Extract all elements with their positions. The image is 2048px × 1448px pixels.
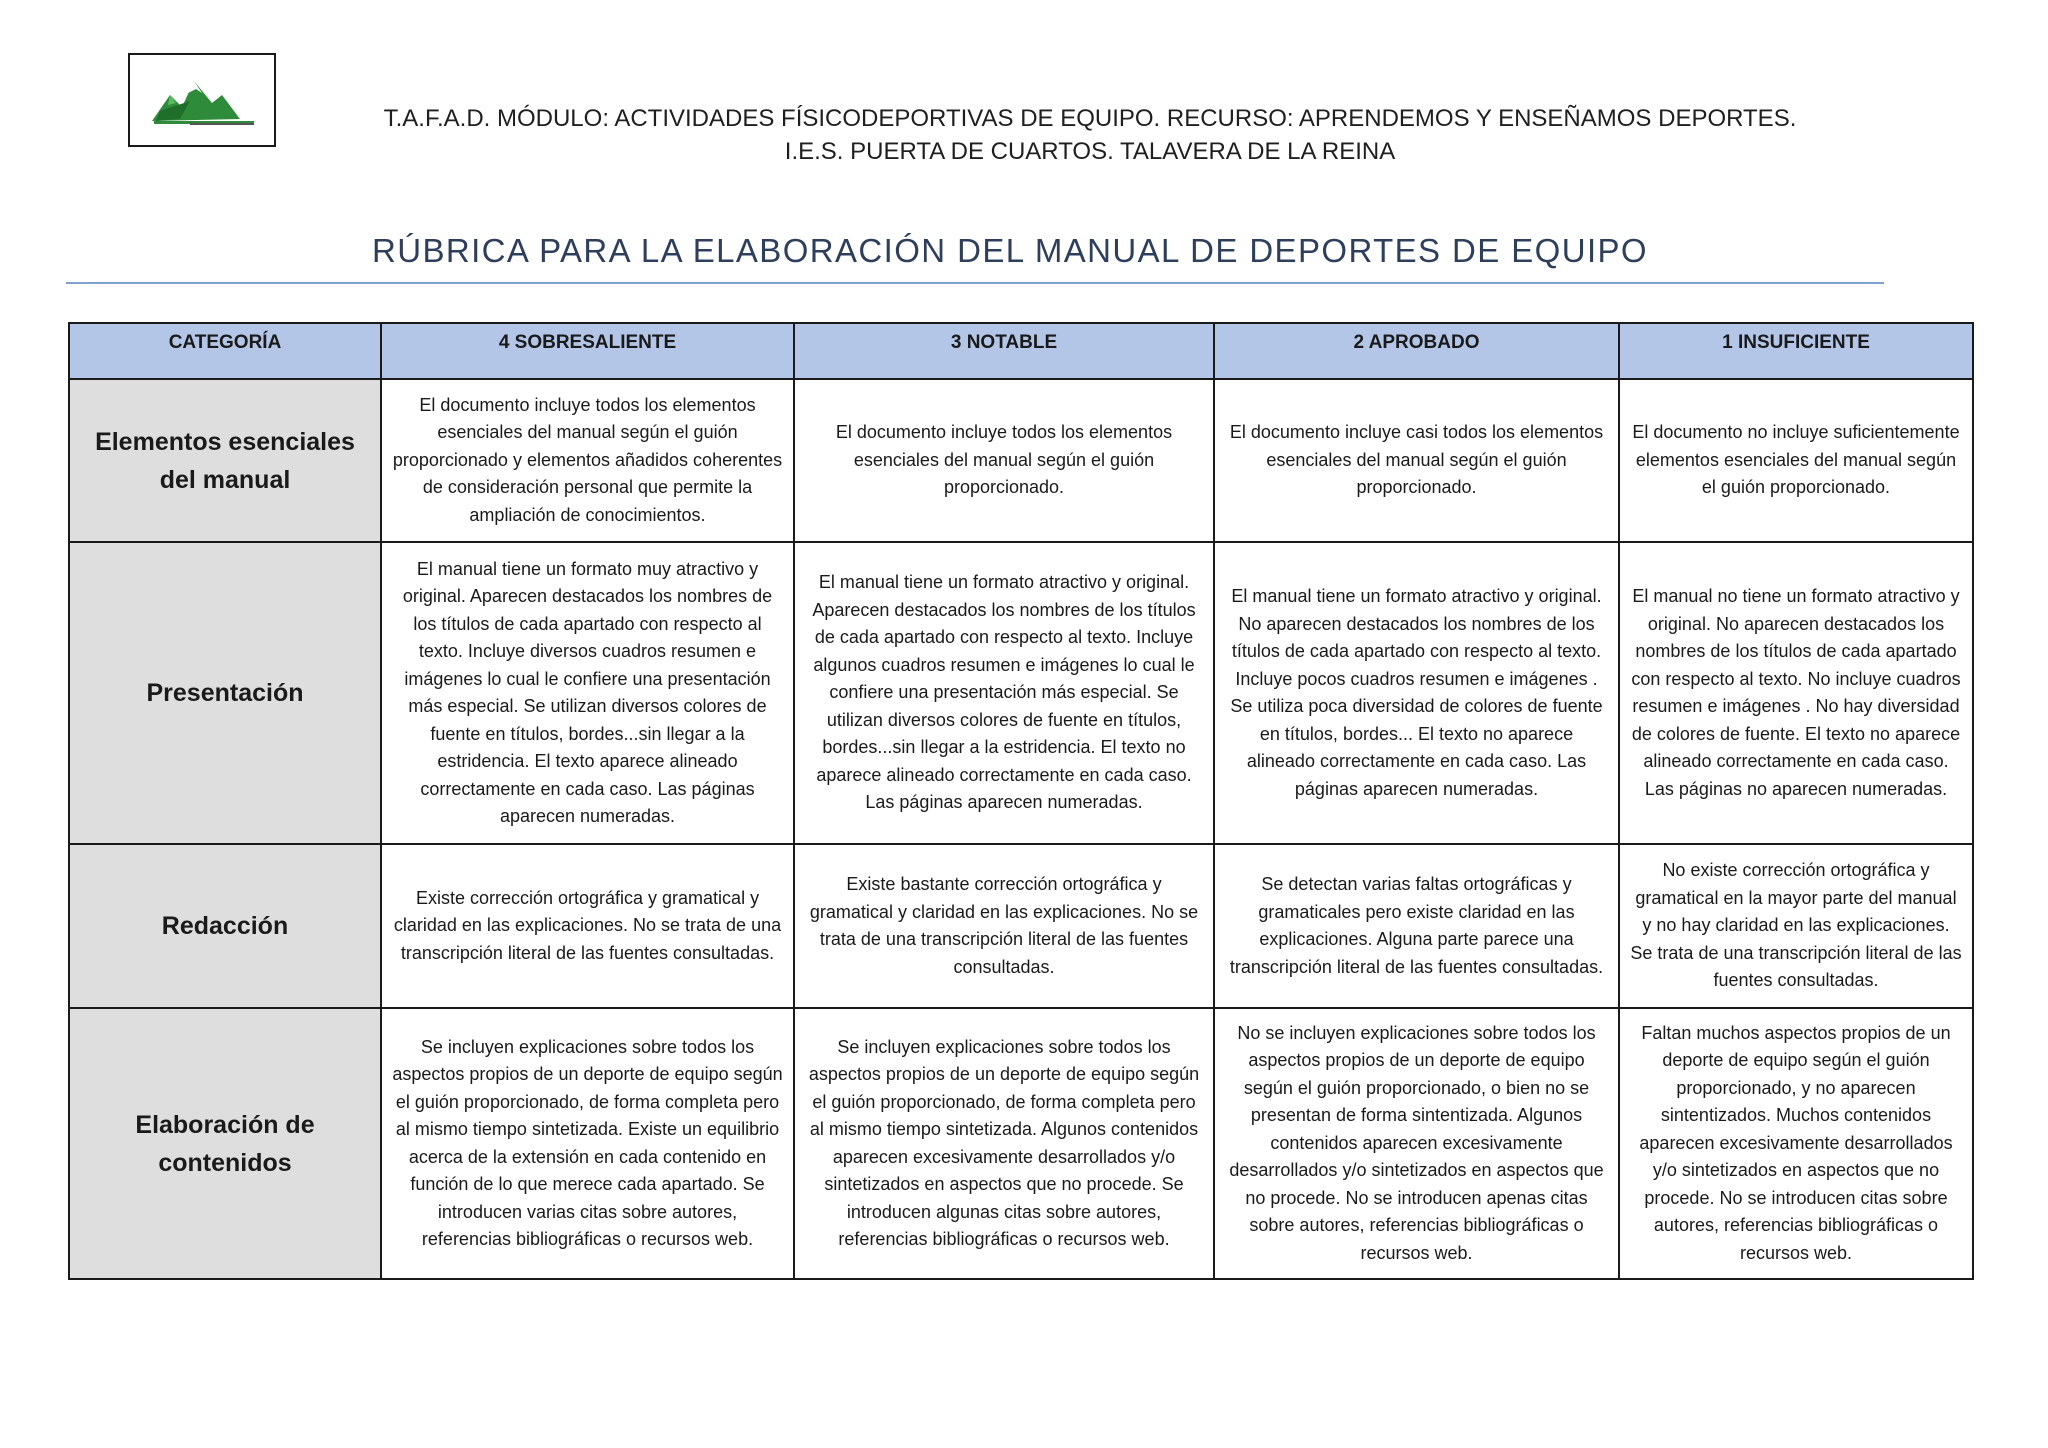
- category-cell: Elaboración de contenidos: [69, 1008, 381, 1279]
- header-line-module: T.A.F.A.D. MÓDULO: ACTIVIDADES FÍSICODEPORTIVAS DE EQUIPO. RECURSO: APRENDEMOS Y ENSEÑAMOS DEPORTES.: [383, 105, 1797, 132]
- descriptor-cell: El documento no incluye suficientemente elementos esenciales del manual según el guión proporcionado.: [1619, 379, 1973, 542]
- descriptor-cell: El documento incluye todos los elementos esenciales del manual según el guión proporcionado y elementos añadidos coherentes de consideración personal que permite la ampliación de conocimientos.: [381, 379, 794, 542]
- descriptor-cell: Existe bastante corrección ortográfica y gramatical y claridad en las explicaciones. No se trata de una transcripción literal de las fuentes consultadas.: [794, 844, 1214, 1008]
- descriptor-cell: El manual tiene un formato muy atractivo y original. Aparecen destacados los nombres de los títulos de cada apartado con respecto al texto. Incluye diversos cuadros resumen e imágenes lo cual le confiere una presentación más especial. Se utilizan diversos colores de fuente en títulos, bordes...sin llegar a la estridencia. El texto aparece alineado correctamente en cada caso. Las páginas aparecen numeradas.: [381, 542, 794, 844]
- title-underline: [66, 282, 1884, 284]
- table-row: [69, 379, 1973, 542]
- descriptor-cell: Se incluyen explicaciones sobre todos los aspectos propios de un deporte de equipo según el guión proporcionado, de forma completa pero al mismo tiempo sintetizada. Algunos contenidos aparecen excesivamente desarrollados y/o sintetizados en aspectos que no procede. Se introducen algunas citas sobre autores, referencias bibliográficas o recursos web.: [794, 1008, 1214, 1279]
- mountain-logo-icon: [130, 55, 274, 145]
- table-row: [69, 844, 1973, 1008]
- page-title: RÚBRICA PARA LA ELABORACIÓN DEL MANUAL DE DEPORTES DE EQUIPO: [372, 232, 1648, 269]
- category-cell: Presentación: [69, 542, 381, 844]
- descriptor-cell: Se incluyen explicaciones sobre todos los aspectos propios de un deporte de equipo según el guión proporcionado, de forma completa pero al mismo tiempo sintetizada. Existe un equilibrio acerca de la extensión en cada contenido en función de lo que merece cada apartado. Se introducen varias citas sobre autores, referencias bibliográficas o recursos web.: [381, 1008, 794, 1279]
- descriptor-cell: El manual no tiene un formato atractivo y original. No aparecen destacados los nombres de los títulos de cada apartado con respecto al texto. No incluye cuadros resumen e imágenes . No hay diversidad de colores de fuente. El texto no aparece alineado correctamente en cada caso. Las páginas no aparecen numeradas.: [1619, 542, 1973, 844]
- rubric-table: [68, 322, 1974, 1280]
- descriptor-cell: Existe corrección ortográfica y gramatical y claridad en las explicaciones. No se trata de una transcripción literal de las fuentes consultadas.: [381, 844, 794, 1008]
- header-category: CATEGORÍA: [69, 323, 381, 379]
- header-sobresaliente: 4 SOBRESALIENTE: [381, 323, 794, 379]
- header-notable: 3 NOTABLE: [794, 323, 1214, 379]
- table-row: [69, 542, 1973, 844]
- descriptor-cell: El documento incluye todos los elementos esenciales del manual según el guión proporcionado.: [794, 379, 1214, 542]
- descriptor-cell: El manual tiene un formato atractivo y original. No aparecen destacados los nombres de los títulos de cada apartado con respecto al texto. Incluye pocos cuadros resumen e imágenes . Se utiliza poca diversidad de colores de fuente en títulos, bordes... El texto no aparece alineado correctamente en cada caso. Las páginas aparecen numeradas.: [1214, 542, 1619, 844]
- category-cell: Redacción: [69, 844, 381, 1008]
- descriptor-cell: El manual tiene un formato atractivo y original. Aparecen destacados los nombres de los títulos de cada apartado con respecto al texto. Incluye algunos cuadros resumen e imágenes lo cual le confiere una presentación más especial. Se utilizan diversos colores de fuente en títulos, bordes...sin llegar a la estridencia. El texto no aparece alineado correctamente en cada caso. Las páginas aparecen numeradas.: [794, 542, 1214, 844]
- document-header: [260, 102, 1920, 168]
- descriptor-cell: El documento incluye casi todos los elementos esenciales del manual según el guión proporcionado.: [1214, 379, 1619, 542]
- header-insuficiente: 1 INSUFICIENTE: [1619, 323, 1973, 379]
- school-logo: [128, 53, 276, 147]
- descriptor-cell: Faltan muchos aspectos propios de un deporte de equipo según el guión proporcionado, y no aparecen sintentizados. Muchos contenidos aparecen excesivamente desarrollados y/o sintetizados en aspectos que no procede. No se introducen citas sobre autores, referencias bibliográficas o recursos web.: [1619, 1008, 1973, 1279]
- descriptor-cell: No existe corrección ortográfica y gramatical en la mayor parte del manual y no hay claridad en las explicaciones. Se trata de una transcripción literal de las fuentes consultadas.: [1619, 844, 1973, 1008]
- category-cell: Elementos esenciales del manual: [69, 379, 381, 542]
- table-header-row: [69, 323, 1973, 379]
- descriptor-cell: Se detectan varias faltas ortográficas y gramaticales pero existe claridad en las explicaciones. Alguna parte parece una transcripción literal de las fuentes consultadas.: [1214, 844, 1619, 1008]
- header-line-school: I.E.S. PUERTA DE CUARTOS. TALAVERA DE LA REINA: [784, 138, 1396, 165]
- table-row: [69, 1008, 1973, 1279]
- header-aprobado: 2 APROBADO: [1214, 323, 1619, 379]
- descriptor-cell: No se incluyen explicaciones sobre todos los aspectos propios de un deporte de equipo según el guión proporcionado, o bien no se presentan de forma sintentizada. Algunos contenidos aparecen excesivamente desarrollados y/o sintetizados en aspectos que no procede. No se introducen apenas citas sobre autores, referencias bibliográficas o recursos web.: [1214, 1008, 1619, 1279]
